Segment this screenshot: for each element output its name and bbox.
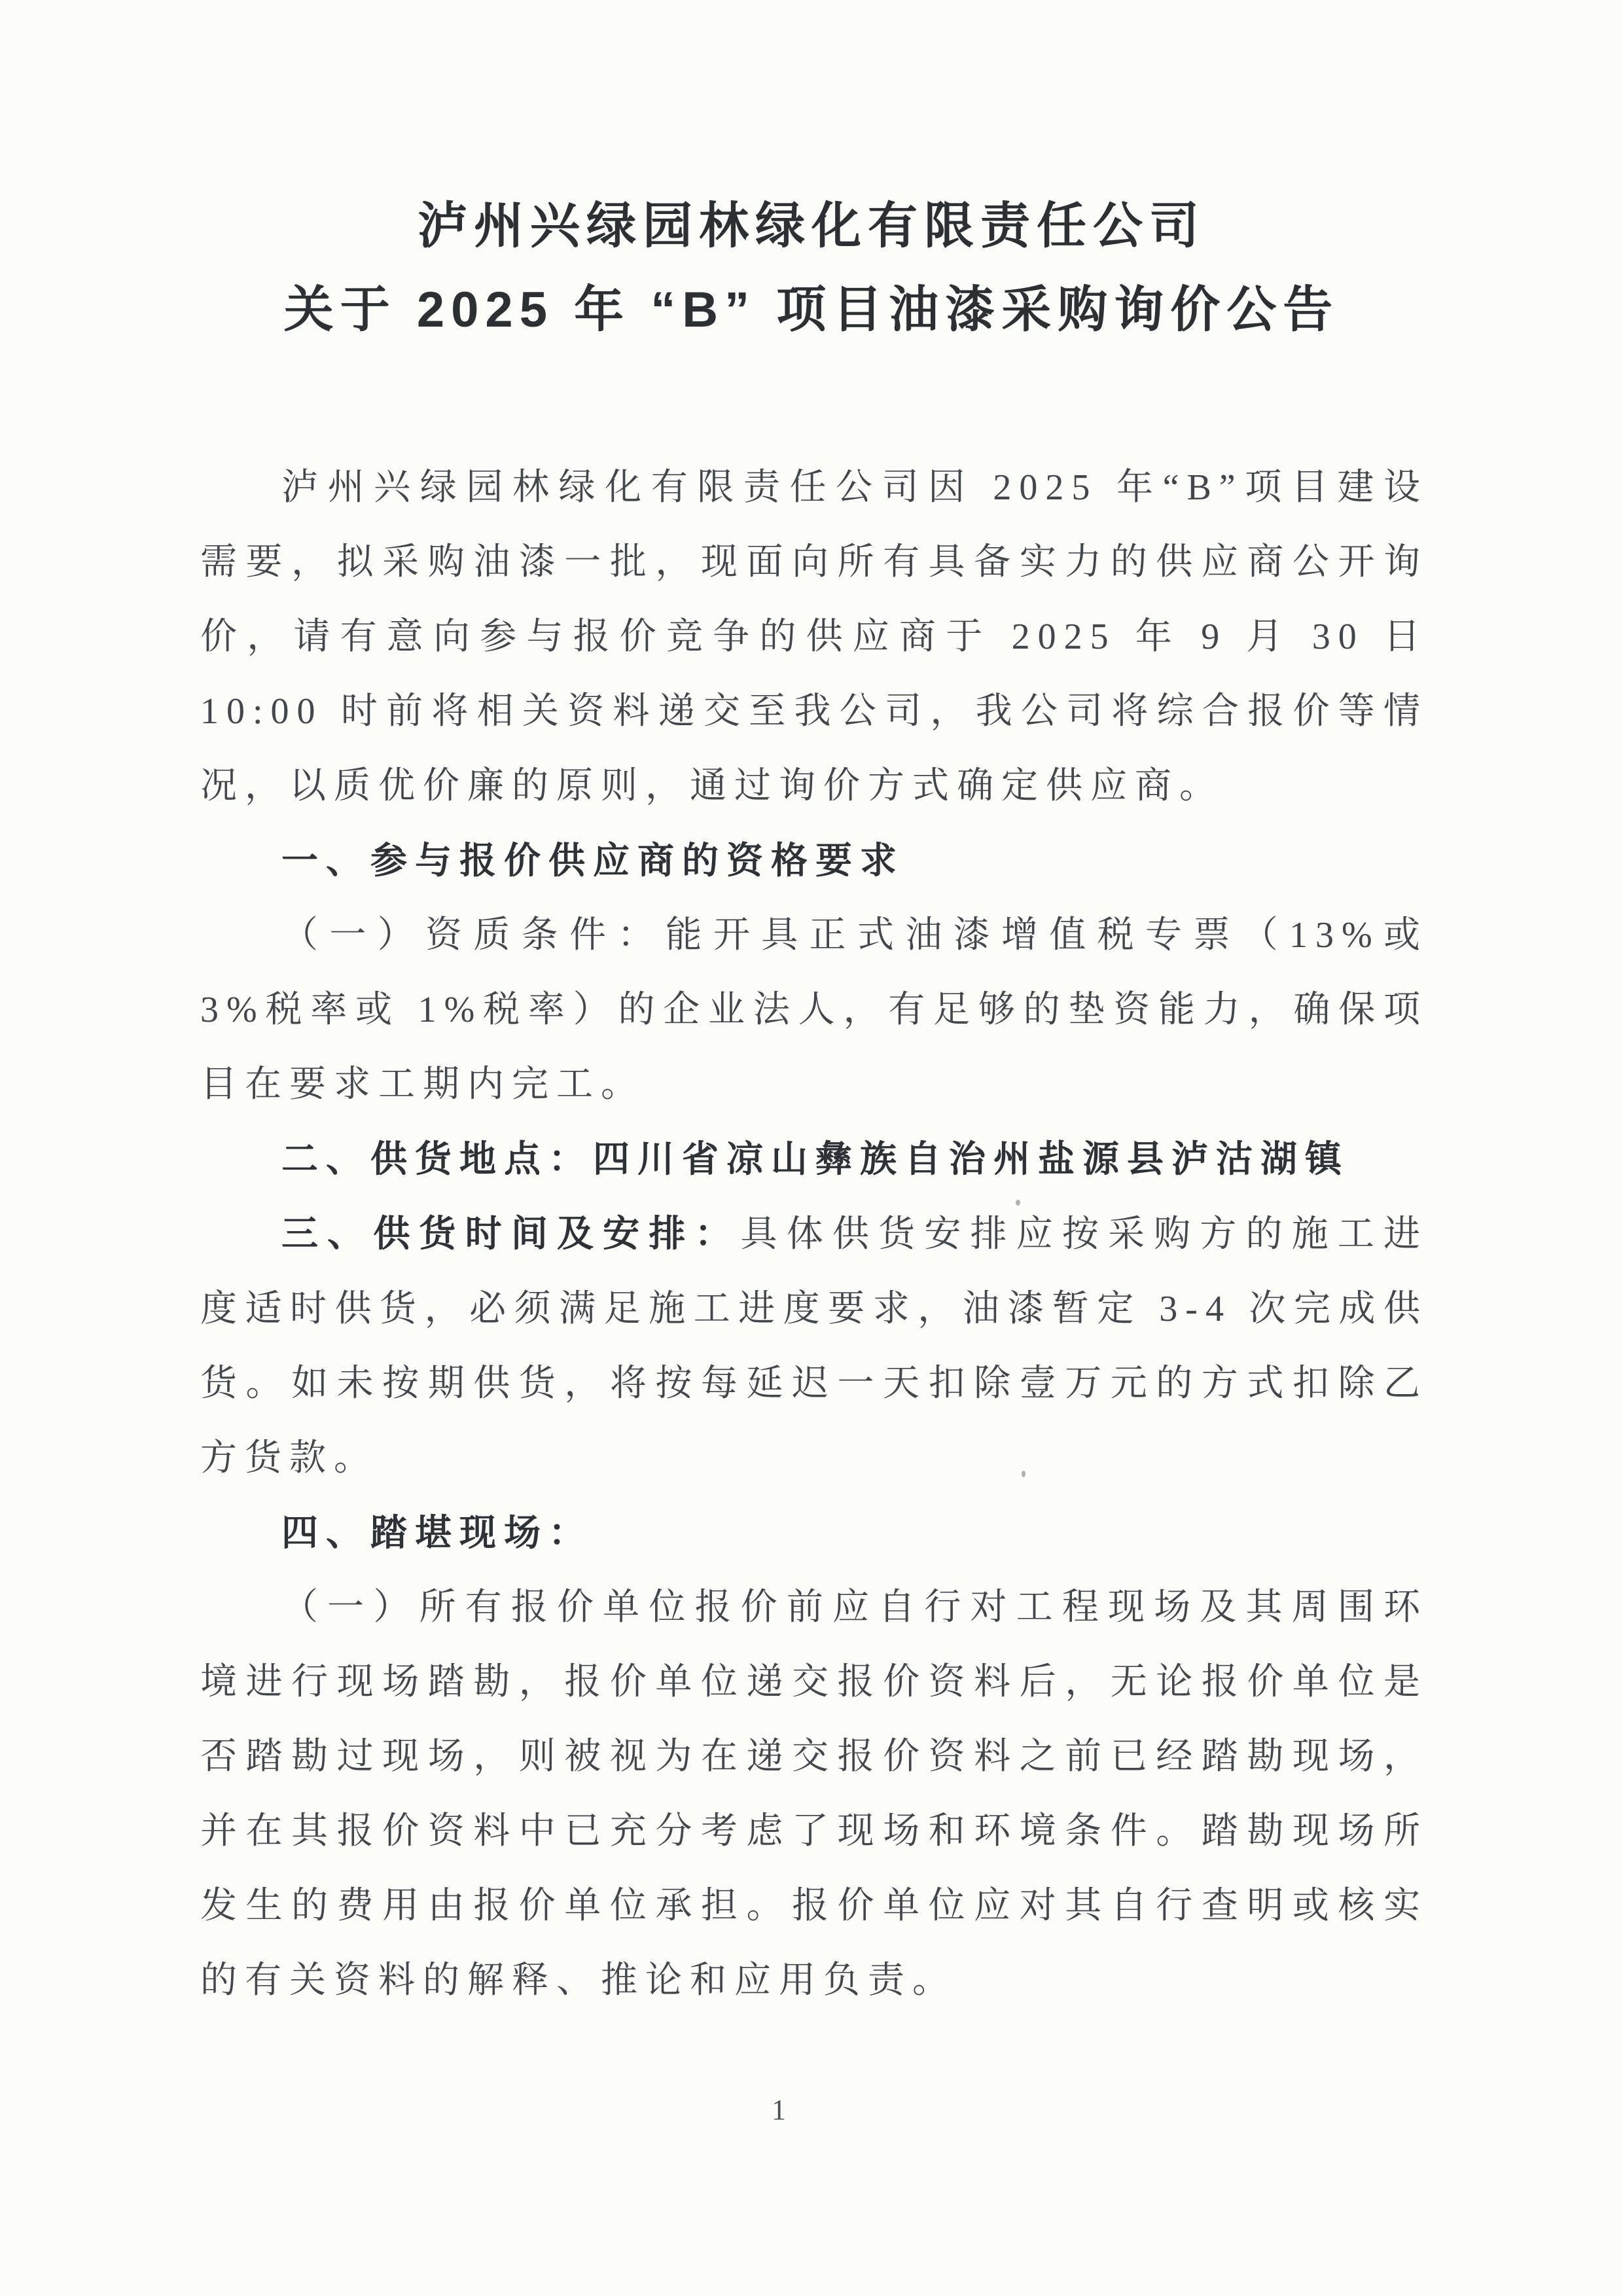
scan-speck xyxy=(1016,1200,1020,1206)
delivery-schedule-text: 具体供货安排应按采购方的施工进度适时供货，必须满足施工进度要求，油漆暂定 3-4 次完成供货。如未按期供货，将按每延迟一天扣除壹万元的方式扣除乙方货款。 xyxy=(200,1214,1429,1479)
paragraph-qualification-conditions: （一）资质条件：能开具正式油漆增值税专票（13%或 3%税率或 1%税率）的企业法人，有足够的垫资能力，确保项目在要求工期内完工。 xyxy=(200,915,1428,1105)
section-heading-2-delivery-location: 二、供货地点：四川省凉山彝族自治州盐源县泸沽湖镇 xyxy=(281,1138,1349,1179)
scan-speck xyxy=(1022,1471,1026,1477)
title-line-company: 泸州兴绿园林绿化有限责任公司 xyxy=(418,198,1205,254)
title-line-subject: 关于 2025 年 “B” 项目油漆采购询价公告 xyxy=(283,282,1340,338)
section-heading-3-delivery-time: 三、供货时间及安排： xyxy=(281,1213,741,1254)
document-body xyxy=(200,450,1428,2018)
page-number: 1 xyxy=(772,2094,786,2126)
paragraph-intro: 泸州兴绿园林绿化有限责任公司因 2025 年“B”项目建设需要，拟采购油漆一批，现面向所有具备实力的供应商公开询价，请有意向参与报价竞争的供应商于 2025 年 9 月 30 日 10:00 时前将相关资料递交至我公司，我公司将综合报价等情况，以质优价廉的原则，通过询价方式确定供应商。 xyxy=(200,467,1428,806)
section-heading-4-site-survey: 四、踏堪现场： xyxy=(281,1512,593,1553)
paragraph-delivery-schedule xyxy=(200,1196,1428,1496)
section-heading-1-qualifications: 一、参与报价供应商的资格要求 xyxy=(281,840,904,881)
document-title xyxy=(0,0,1623,352)
paragraph-site-survey-detail: （一）所有报价单位报价前应自行对工程现场及其周围环境进行现场踏勘，报价单位递交报价资料后，无论报价单位是否踏勘过现场，则被视为在递交报价资料之前已经踏勘现场，并在其报价资料中已充分考虑了现场和环境条件。踏勘现场所发生的费用由报价单位承担。报价单位应对其自行查明或核实的有关资料的解释、推论和应用负责。 xyxy=(200,1587,1428,2001)
